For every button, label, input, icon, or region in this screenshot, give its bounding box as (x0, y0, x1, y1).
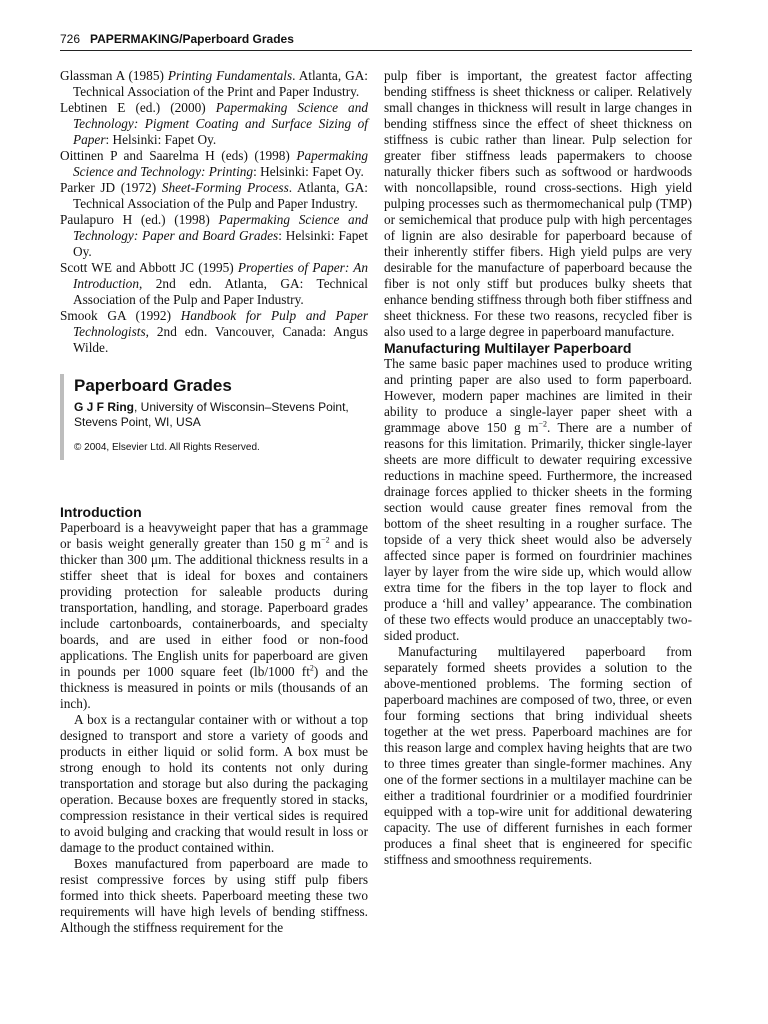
reference-item: Paulapuro H (ed.) (1998) Papermaking Science and Technology: Paper and Board Grades: Helsinki: Fapet Oy. (60, 212, 368, 259)
left-column (60, 68, 368, 936)
right-column (384, 68, 692, 868)
page-number: 726 (60, 32, 81, 46)
reference-item: Scott WE and Abbott JC (1995) Properties of Paper: An Introduction, 2nd edn. Atlanta, GA: Technical Association of the Pulp and Paper Industry. (60, 260, 368, 307)
article-title-box (60, 374, 368, 460)
reference-item: Lebtinen E (ed.) (2000) Papermaking Science and Technology: Pigment Coating and Surface Sizing of Paper: Helsinki: Fapet Oy. (60, 100, 368, 147)
running-header (60, 32, 692, 51)
article-authors: G J F Ring, University of Wisconsin–Stevens Point, Stevens Point, WI, USA (74, 400, 349, 429)
reference-list (60, 68, 368, 356)
reference-item: Parker JD (1972) Sheet-Forming Process. Atlanta, GA: Technical Association of the Pulp and Paper Industry. (60, 180, 368, 211)
heading-introduction: Introduction (60, 504, 142, 520)
intro-paragraph-3: Boxes manufactured from paperboard are made to resist compressive forces by using stiff pulp fibers formed into thick sheets. Paperboard meeting these two requirements will have high levels of bending stiffness. Although the stiffness requirement for the (60, 856, 368, 935)
manufacturing-paragraph-1: The same basic paper machines used to produce writing and printing paper are also used to form paperboard. However, modern paper machines are limited in their ability to produce a single-layer paper sheet with a grammage above 150 g $m^{-2}$. There are a number of reasons for this limitation. Primarily, thicker single-layer sheets are more difficult to dewater requiring excessive reductions in machine speed. Furthermore, the increased drainage forces applied to thicker sheets in the forming section would cause greater fines removal from the bottom of the sheet resulting in a rougher surface. The topside of a very thick sheet would also be adversely affected since paper is formed on fourdrinier machines layer by layer from the wire side up, which would allow extra time for the fibers in the top layer to flock and produce a ‘hill and valley’ appearance. The combination of these two effects would produce an unacceptably two-sided product. (384, 356, 692, 643)
header-section: PAPERMAKING/Paperboard Grades (90, 32, 294, 46)
reference-item: Oittinen P and Saarelma H (eds) (1998) Papermaking Science and Technology: Printing: Helsinki: Fapet Oy. (60, 148, 368, 179)
reference-item: Glassman A (1985) Printing Fundamentals. Atlanta, GA: Technical Association of the Print and Paper Industry. (60, 68, 368, 99)
intro-paragraph-2: A box is a rectangular container with or without a top designed to transport and store a variety of goods and products in either liquid or solid form. A box must be strong enough to hold its contents not only during transportation and storage but also during the packaging operation. Because boxes are frequently stored in stacks, compression resistance in their vertical sides is required to avoid bulging and cracking that would result in loss or damage to the product contained within. (60, 712, 368, 855)
copyright-notice: © 2004, Elsevier Ltd. All Rights Reserved. (74, 442, 260, 453)
reference-item: Smook GA (1992) Handbook for Pulp and Paper Technologists, 2nd edn. Vancouver, Canada: Angus Wilde. (60, 308, 369, 355)
intro-paragraph-1: Paperboard is a heavyweight paper that has a grammage or basis weight generally greater than 150 g $m^{-2}$ and is thicker than 300 μm. The additional thickness results in a stiffer sheet that is ideal for boxes and containers providing protection for saleable products during transportation, handling, and storage. Paperboard grades include cartonboards, containerboards, and specialty boards, and are used in either food or non-food applications. The English units for paperboard are given in pounds per 1000 square feet (lb/1000 $ft^2$) and the thickness is measured in points or mils (thousands of an inch). (60, 520, 369, 711)
heading-manufacturing-multilayer: Manufacturing Multilayer Paperboard (384, 340, 632, 356)
article-title: Paperboard Grades (74, 376, 232, 395)
continuation-paragraph: pulp fiber is important, the greatest factor affecting bending stiffness is sheet thickness or caliper. Relatively small changes in thickness will result in large changes in bending stiffness since the effect of sheet thickness on stiffness is cubic rather than linear. Pulp selection for greater fiber stiffness leads papermakers to choose naturally thicker fibers such as softwood or hardwoods with noncollapsible, round cross-sections. High yield pulping processes such as thermomechanical pulp (TMP) or semichemical that produce pulp with high percentages of lignin are also desirable for paperboard because of their inherently stiffer fibers. High yield pulps are very desirable for the manufacture of paperboard because the fiber is not only stiff but produces bulky sheets that enhance bending stiffness through both fiber stiffness and sheet thickness. For these two reasons, recycled fiber is also used to a large degree in paperboard manufacture. (384, 68, 692, 339)
manufacturing-paragraph-2: Manufacturing multilayered paperboard from separately formed sheets provides a solution to the above-mentioned problems. The forming section of paperboard machines are composed of two, three, or even four forming sections that bring individual sheets together at the wet press. Paperboard machines are for this reason large and complex having heights that are two to three times greater than single-former machines. Any one of the former sections in a multilayer machine can be either a traditional fourdrinier or a modified fourdrinier equipped with a top-wire unit for additional dewatering capacity. The use of different furnishes in each former produces a final sheet that is engineered for specific stiffness and smoothness requirements. (384, 644, 692, 867)
